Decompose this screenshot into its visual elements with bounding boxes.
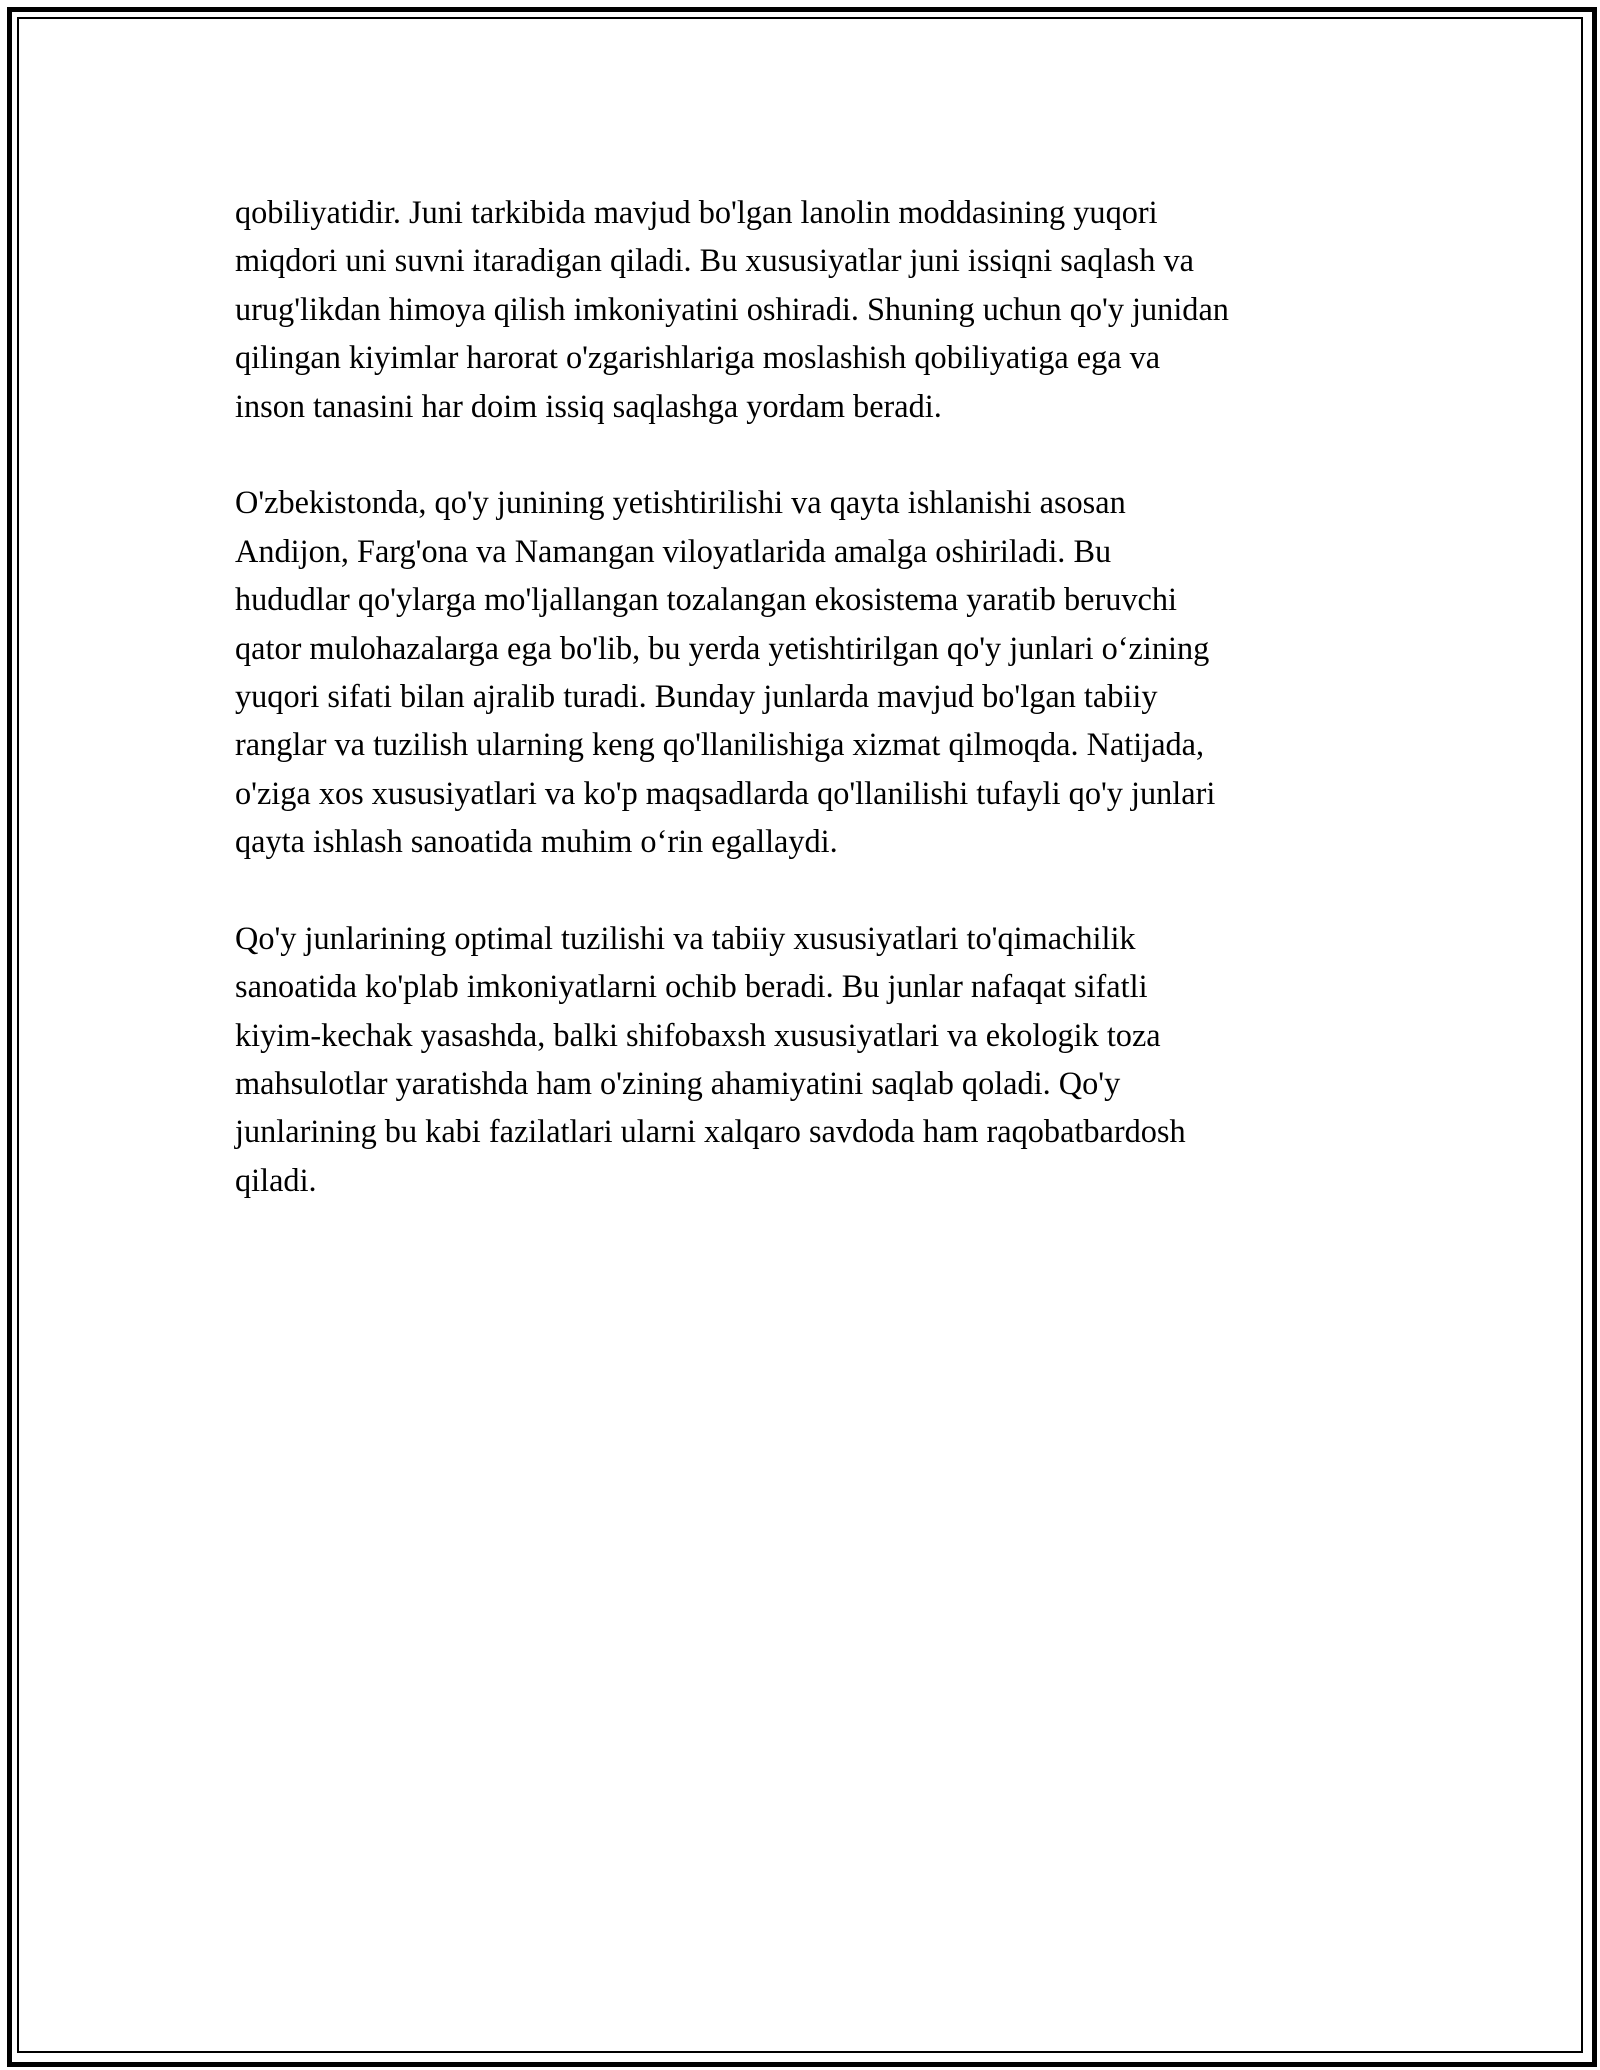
- text-line: kiyim-kechak yasashda, balki shifobaxsh xususiyatlari va ekologik toza: [235, 1016, 1161, 1053]
- text-line: qiladi.: [235, 1161, 317, 1198]
- text-line: sanoatida ko'plab imkoniyatlarni ochib beradi. Bu junlar nafaqat sifatli: [235, 968, 1148, 1005]
- text-line: junlarining bu kabi fazilatlari ularni xalqaro savdoda ham raqobatbardosh: [235, 1113, 1186, 1150]
- text-line: o'ziga xos xususiyatlari va ko'p maqsadlarda qo'llanilishi tufayli qo'y junlari: [235, 774, 1216, 811]
- text-line: mahsulotlar yaratishda ham o'zining ahamiyatini saqlab qoladi. Qo'y: [235, 1065, 1121, 1102]
- text-line: ranglar va tuzilish ularning keng qo'llanilishiga xizmat qilmoqda. Natijada,: [235, 726, 1205, 763]
- text-line: hududlar qo'ylarga mo'ljallangan tozalangan ekosistema yaratib beruvchi: [235, 581, 1177, 618]
- text-line: qayta ishlash sanoatida muhim o‘rin egallaydi.: [235, 823, 838, 860]
- paragraph-1: [235, 188, 1375, 430]
- text-line: O'zbekistonda, qo'y junining yetishtirilishi va qayta ishlanishi asosan: [235, 484, 1126, 521]
- text-line: urug'likdan himoya qilish imkoniyatini oshiradi. Shuning uchun qo'y junidan: [235, 290, 1229, 327]
- document-body: [235, 188, 1375, 1253]
- text-line: Andijon, Farg'ona va Namangan viloyatlarida amalga oshiriladi. Bu: [235, 532, 1112, 569]
- text-line: qilingan kiyimlar harorat o'zgarishlariga moslashish qobiliyatiga ega va: [235, 339, 1161, 376]
- text-line: qobiliyatidir. Juni tarkibida mavjud bo'lgan lanolin moddasining yuqori: [235, 194, 1158, 230]
- text-line: miqdori uni suvni itaradigan qiladi. Bu xususiyatlar juni issiqni saqlash va: [235, 242, 1194, 279]
- paragraph-2: [235, 478, 1375, 865]
- text-line: inson tanasini har doim issiq saqlashga yordam beradi.: [235, 387, 942, 424]
- text-line: qator mulohazalarga ega bo'lib, bu yerda yetishtirilgan qo'y junlari o‘zining: [235, 629, 1210, 666]
- text-line: Qo'y junlarining optimal tuzilishi va tabiiy xususiyatlari to'qimachilik: [235, 919, 1136, 956]
- paragraph-3: [235, 914, 1375, 1204]
- text-line: yuqori sifati bilan ajralib turadi. Bunday junlarda mavjud bo'lgan tabiiy: [235, 677, 1158, 714]
